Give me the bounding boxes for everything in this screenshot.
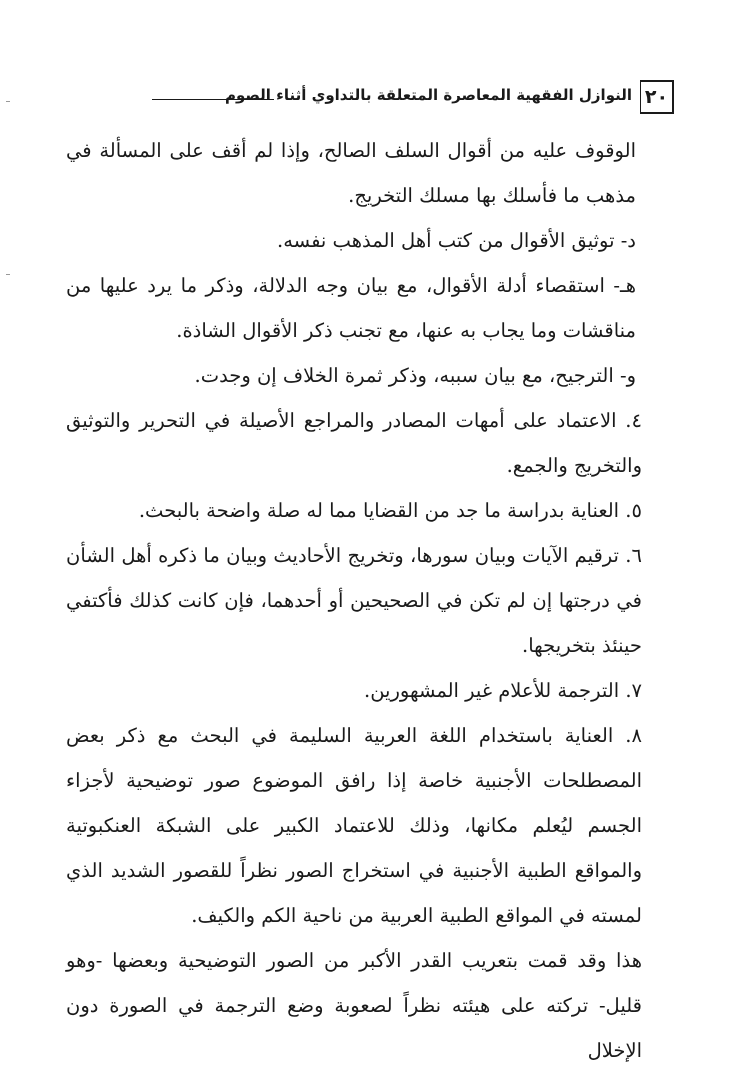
header-rule: [152, 99, 274, 100]
scan-mark: [6, 101, 10, 102]
closing-paragraph: هذا وقد قمت بتعريب القدر الأكبر من الصور التوضيحية وبعضها -وهو قليل- تركته على هيئته نظراً لصعوبة وضع الترجمة في الصورة دون الإخلال: [66, 949, 642, 1062]
list-item-d: د- توثيق الأقوال من كتب أهل المذهب نفسه.: [277, 229, 636, 252]
running-header: [62, 80, 674, 120]
list-item-7: ٧. الترجمة للأعلام غير المشهورين.: [364, 679, 642, 702]
list-item-5: ٥. العناية بدراسة ما جد من القضايا مما له صلة واضحة بالبحث.: [138, 499, 642, 522]
list-item-w: و- الترجيح، مع بيان سببه، وذكر ثمرة الخلاف إن وجدت.: [194, 364, 636, 387]
body-text: [66, 128, 672, 1073]
list-item-4: ٤. الاعتماد على أمهات المصادر والمراجع الأصيلة في التحرير والتوثيق والتخريج والجمع.: [66, 409, 642, 477]
paragraph-continuation: الوقوف عليه من أقوال السلف الصالح، وإذا لم أقف على المسألة في مذهب ما فأسلك بها مسلك التخريج.: [66, 139, 636, 207]
page-number: ٢٠: [640, 80, 674, 114]
list-item-6: ٦. ترقيم الآيات وبيان سورها، وتخريج الأحاديث وبيان ما ذكره أهل الشأن في درجتها إن لم تكن في الصحيحين أو أحدهما، فإن كانت كذلك فأكتفي حينئذ بتخريجها.: [66, 544, 642, 657]
scan-mark: [6, 274, 10, 275]
list-item-h: هـ- استقصاء أدلة الأقوال، مع بيان وجه الدلالة، وذكر ما يرد عليها من مناقشات وما يجاب به عنها، مع تجنب ذكر الأقوال الشاذة.: [66, 274, 636, 342]
list-item-8: ٨. العناية باستخدام اللغة العربية السليمة في البحث مع ذكر بعض المصطلحات الأجنبية خاصة إذا رافق الموضوع صور توضيحية لأجزاء الجسم ليُعلم مكانها، وذلك للاعتماد الكبير على الشبكة العنكبوتية والمواقع الطبية الأجنبية في استخراج الصور نظراً للقصور الشديد الذي لمسته في المواقع الطبية العربية من ناحية الكم والكيف.: [66, 724, 642, 927]
running-title: النوازل الفقهية المعاصرة المتعلقة بالتداوي أثناء الصوم: [224, 86, 632, 104]
